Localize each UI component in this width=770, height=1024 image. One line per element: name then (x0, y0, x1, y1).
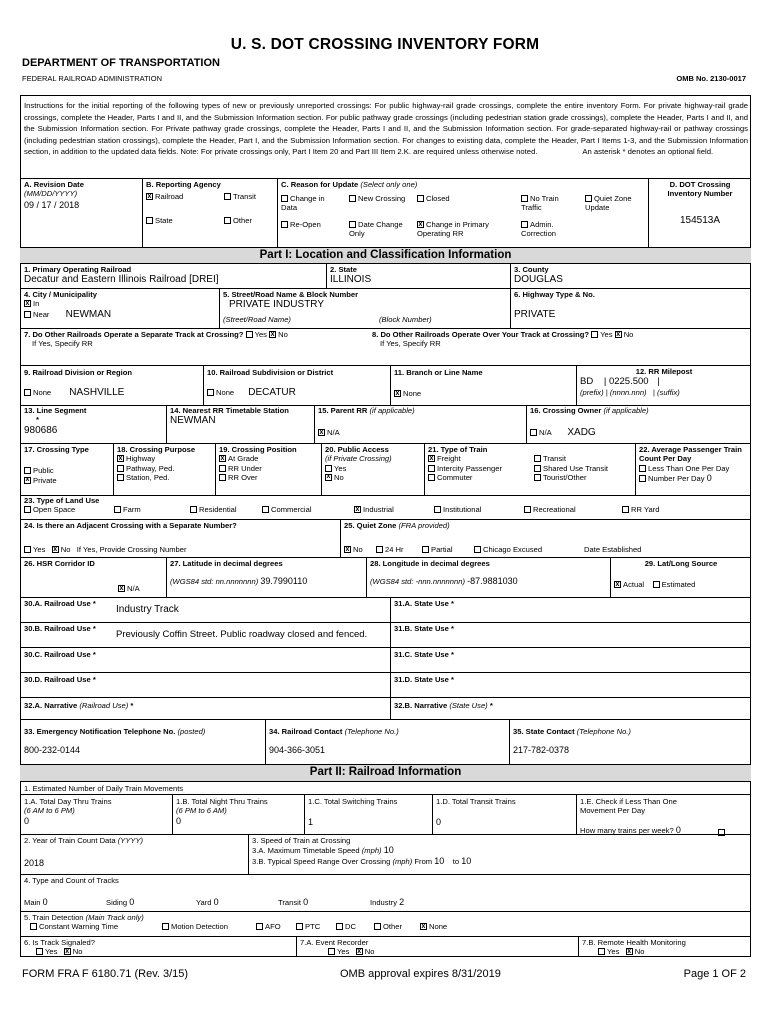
freight-checkbox[interactable] (428, 455, 435, 462)
f7-yes-checkbox[interactable] (246, 331, 253, 338)
reporting-agency-field: B. Reporting Agency xRailroad Transit State Other (146, 180, 274, 225)
public-checkbox[interactable] (24, 467, 31, 474)
transit-checkbox[interactable] (224, 193, 231, 200)
night-thru-trains-value[interactable]: 0 (176, 815, 182, 826)
rr-division-field: 9. Railroad Division or Region None NASHVILLE (24, 368, 133, 399)
qz-chicago-checkbox[interactable] (474, 546, 481, 553)
f11-none-checkbox[interactable] (394, 390, 401, 397)
new-crossing-checkbox[interactable] (349, 195, 356, 202)
less-than-one-checkbox[interactable] (639, 465, 646, 472)
track-signaled-field: 6. Is Track Signaled? Yes x No (24, 938, 294, 957)
residential-checkbox[interactable] (190, 506, 197, 513)
quiet-zone-field: 25. Quiet Zone (FRA provided) xNo 24 Hr Partial Chicago Excused Date Established (344, 521, 748, 555)
narrative-state-field: 32.B. Narrative (State Use) * (394, 701, 493, 710)
revision-month[interactable]: 09 (24, 199, 35, 210)
city-near-checkbox[interactable] (24, 311, 31, 318)
farm-checkbox[interactable] (114, 506, 121, 513)
actual-checkbox[interactable] (614, 581, 621, 588)
highway-type-value[interactable]: PRIVATE (514, 309, 556, 321)
department-name: DEPARTMENT OF TRANSPORTATION (22, 57, 220, 69)
switching-trains-value[interactable]: 1 (308, 817, 314, 828)
revision-year[interactable]: 2018 (59, 199, 80, 210)
train-count-year-value[interactable]: 2018 (24, 858, 45, 869)
ptc-checkbox[interactable] (296, 923, 303, 930)
signaled-no-checkbox[interactable] (64, 948, 71, 955)
intercity-checkbox[interactable] (428, 465, 435, 472)
state-use-d-field: 31.D. State Use * (394, 675, 454, 684)
railroad-use-d-field: 30.D. Railroad Use * (24, 675, 96, 684)
open-space-checkbox[interactable] (24, 506, 31, 513)
f8-yes-checkbox[interactable] (591, 331, 598, 338)
railroad-use-a-field: 30.A. Railroad Use * Industry Track (24, 599, 386, 616)
commercial-checkbox[interactable] (262, 506, 269, 513)
passenger-count-value[interactable]: 0 (706, 472, 712, 483)
daily-train-movements-label: 1. Estimated Number of Daily Train Movements (24, 784, 184, 793)
other-rr-separate-track-field: 7. Do Other Railroads Operate a Separate Track at Crossing? Yes x No If Yes, Specify RR (24, 330, 364, 349)
afo-checkbox[interactable] (256, 923, 263, 930)
part1-title: Part I: Location and Classification Information (20, 247, 751, 264)
yard-tracks-value[interactable]: 0 (213, 897, 219, 908)
industry-tracks-value[interactable]: 2 (399, 897, 405, 908)
state-use-a-field: 31.A. State Use * (394, 599, 454, 608)
station-checkbox[interactable] (117, 474, 124, 481)
state-contact-field: 35. State Contact (Telephone No.) 217-782-0378 (513, 727, 748, 756)
main-tracks-value[interactable]: 0 (42, 897, 48, 908)
public-access-field: 20. Public Access (if Private Crossing) Yes xNo (325, 445, 421, 482)
recorder-yes-checkbox[interactable] (328, 948, 335, 955)
crossing-type-field: 17. Crossing Type Public xPrivate (24, 445, 110, 485)
day-thru-trains-field: 1.A. Total Day Thru Trains (6 AM to 6 PM) 0 (24, 797, 170, 826)
detection-other-checkbox[interactable] (374, 923, 381, 930)
quiet-zone-update-checkbox[interactable] (585, 195, 592, 202)
narrative-rr-field: 32.A. Narrative (Railroad Use) * (24, 701, 134, 710)
city-value[interactable]: NEWMAN (65, 308, 112, 320)
state-use-b-field: 31.B. State Use * (394, 624, 454, 633)
land-use-field: 23. Type of Land Use Open Space Farm Residential Commercial x Industrial Institutional Recreational RR Yard (24, 496, 744, 515)
recreational-checkbox[interactable] (524, 506, 531, 513)
admin-correction-checkbox[interactable] (521, 221, 528, 228)
industrial-checkbox[interactable] (354, 506, 361, 513)
highway-checkbox[interactable] (117, 455, 124, 462)
milepost-prefix[interactable]: BD (580, 376, 594, 388)
estimated-checkbox[interactable] (653, 581, 660, 588)
page-number: Page 1 OF 2 (683, 968, 746, 980)
hsr-corridor-field: 26. HSR Corridor ID xN/A (24, 559, 164, 594)
omb-number: OMB No. 2130-0017 (676, 74, 746, 83)
qz-no-checkbox[interactable] (344, 546, 351, 553)
part2-title: Part II: Railroad Information (20, 764, 751, 782)
commuter-checkbox[interactable] (428, 474, 435, 481)
emergency-phone-value[interactable]: 800-232-0144 (24, 745, 81, 756)
cwt-checkbox[interactable] (30, 923, 37, 930)
parent-rr-field: 15. Parent RR (if applicable) xN/A (318, 406, 523, 438)
f20-no-checkbox[interactable] (325, 474, 332, 481)
f24-no-checkbox[interactable] (52, 546, 59, 553)
line-segment-value[interactable]: 980686 (24, 424, 58, 436)
day-thru-trains-value[interactable]: 0 (24, 815, 30, 826)
primary-railroad-field: 1. Primary Operating Railroad Decatur and Eastern Illinois Railroad [DREI] (24, 265, 219, 286)
re-open-checkbox[interactable] (281, 221, 288, 228)
switching-trains-field: 1.C. Total Switching Trains 1 (308, 797, 430, 828)
railroad-use-a-value[interactable]: Industry Track (116, 604, 179, 616)
adjacent-crossing-field: 24. Is there an Adjacent Crossing with a Separate Number? Yes x No If Yes, Provide Crossing Number (24, 521, 336, 555)
train-speed-field: 3. Speed of Train at Crossing 3.A. Maximum Timetable Speed (mph) 10 3.B. Typical Speed Range Over Crossing (mph) From 10 to 10 (252, 836, 472, 867)
change-primary-rr-checkbox[interactable] (417, 221, 424, 228)
crossing-purpose-field: 18. Crossing Purpose xHighway Pathway, Ped. Station, Ped. (117, 445, 213, 482)
city-field: 4. City / Municipality xIn Near NEWMAN (24, 290, 214, 321)
max-speed-value[interactable]: 10 (383, 845, 394, 856)
form-number: FORM FRA F 6180.71 (Rev. 3/15) (22, 968, 189, 980)
transit-train-checkbox[interactable] (534, 455, 541, 462)
rr-under-checkbox[interactable] (219, 465, 226, 472)
speed-from-value[interactable]: 10 (434, 856, 445, 867)
dot-crossing-number[interactable]: 154513A (679, 214, 721, 226)
primary-railroad-value[interactable]: Decatur and Eastern Illinois Railroad [DREI] (24, 274, 219, 286)
milepost-number[interactable]: 0225.500 (608, 376, 649, 388)
dc-checkbox[interactable] (336, 923, 343, 930)
state-field: 2. State ILLINOIS (330, 265, 372, 286)
train-detection-field: 5. Train Detection (Main Track only) Constant Warning Time Motion Detection AFO PTC DC Other x None (24, 913, 744, 932)
highway-type-field: 6. Highway Type & No. PRIVATE (514, 290, 595, 321)
railroad-checkbox[interactable] (146, 193, 153, 200)
rr-subdivision-value[interactable]: DECATUR (248, 387, 296, 399)
railroad-use-b-field: 30.B. Railroad Use * Previously Coffin Street. Public roadway closed and fenced. (24, 624, 386, 641)
rr-yard-checkbox[interactable] (622, 506, 629, 513)
rr-division-value[interactable]: NASHVILLE (69, 387, 125, 399)
type-of-train-field: 21. Type of Train xFreight Transit Intercity Passenger Shared Use Transit Commuter Tourist/Other (428, 445, 634, 482)
revision-date-field: A. Revision Date (MM/DD/YYYY) 09 / 17 / 2018 (24, 180, 84, 210)
instructions-text: Instructions for the initial reporting of the following types of new or previously unreported crossings: For public highway-rail grade crossings, complete the entire inventory Form. For private highway-rail grade crossings, complete the Header, Parts I and II, and the Submission Information section. For public pathway grade crossings (including pedestrian station grade crossings), complete the Header, Parts I and II, and the Submission Information section. For Private pathway grade crossings, complete the Header, Parts I and II, and the Submission Information section. For grade-separated highway-rail or pathway crossings (including pedestrian station crossings), complete the Header, Part I, and the Submission Information section. For changes to existing data, complete the Header, Part I Items 1-3, and the Submission Information section, in addition to the updated data fields. Note: For private crossings only, Part I Item 20 and Part III Item 2.K. are required unless otherwise noted. An asterisk * denotes an optional field. (24, 101, 748, 157)
rr-over-checkbox[interactable] (219, 474, 226, 481)
form-title: U. S. DOT CROSSING INVENTORY FORM (230, 36, 540, 53)
transit-tracks-value[interactable]: 0 (303, 897, 309, 908)
state-value[interactable]: ILLINOIS (330, 274, 372, 286)
pathway-checkbox[interactable] (117, 465, 124, 472)
trains-per-week-value[interactable]: 0 (675, 824, 681, 835)
state-use-c-field: 31.C. State Use * (394, 650, 454, 659)
city-in-checkbox[interactable] (24, 300, 31, 307)
rr-milepost-field: 12. RR Milepost BD | 0225.500 | (prefix) | (nnnn.nnn) | (suffix) (580, 367, 693, 397)
f20-yes-checkbox[interactable] (325, 465, 332, 472)
longitude-value[interactable]: -87.9881030 (467, 576, 518, 587)
railroad-use-b-value[interactable]: Previously Coffin Street. Public roadway closed and fenced. (116, 629, 368, 641)
f15-na-checkbox[interactable] (318, 429, 325, 436)
state-contact-value[interactable]: 217-782-0378 (513, 745, 570, 756)
tourist-checkbox[interactable] (534, 474, 541, 481)
qz-24hr-checkbox[interactable] (376, 546, 383, 553)
avg-passenger-train-field: 22. Average Passenger Train Count Per Day Less Than One Per Day Number Per Day 0 (639, 445, 742, 483)
number-per-day-checkbox[interactable] (639, 475, 646, 482)
dot-crossing-number-field: D. DOT Crossing Inventory Number 154513A (652, 180, 748, 227)
hsr-na-checkbox[interactable] (118, 585, 125, 592)
date-change-checkbox[interactable] (349, 221, 356, 228)
qz-partial-checkbox[interactable] (422, 546, 429, 553)
transit-trains-value[interactable]: 0 (436, 817, 442, 828)
tracks-field: 4. Type and Count of Tracks Main 0 Siding 0 Yard 0 Transit 0 Industry 2 (24, 876, 405, 908)
f24-yes-checkbox[interactable] (24, 546, 31, 553)
health-yes-checkbox[interactable] (598, 948, 605, 955)
less-than-one-movement-field: 1.E. Check if Less Than One Movement Per Day How many trains per week? 0 (580, 797, 748, 836)
signaled-yes-checkbox[interactable] (36, 948, 43, 955)
f10-none-checkbox[interactable] (207, 389, 214, 396)
latlong-source-field: 29. Lat/Long Source xActual Estimated (614, 559, 748, 590)
branch-line-field: 11. Branch or Line Name xNone (394, 368, 572, 399)
other-checkbox[interactable] (224, 217, 231, 224)
f7-no-checkbox[interactable] (269, 331, 276, 338)
timetable-station-value[interactable]: NEWMAN (170, 415, 216, 427)
emergency-phone-field: 33. Emergency Notification Telephone No. (posted) 800-232-0144 (24, 727, 262, 756)
siding-tracks-value[interactable]: 0 (129, 897, 135, 908)
crossing-owner-value[interactable]: XADG (567, 427, 596, 439)
institutional-checkbox[interactable] (434, 506, 441, 513)
change-in-data-checkbox[interactable] (281, 195, 288, 202)
shared-use-checkbox[interactable] (534, 465, 541, 472)
county-field: 3. County DOUGLAS (514, 265, 563, 286)
state-checkbox[interactable] (146, 217, 153, 224)
transit-trains-field: 1.D. Total Transit Trains 0 (436, 797, 574, 828)
at-grade-checkbox[interactable] (219, 455, 226, 462)
revision-day[interactable]: 17 (41, 199, 52, 210)
recorder-no-checkbox[interactable] (356, 948, 363, 955)
event-recorder-field: 7.A. Event Recorder Yes x No (300, 938, 576, 957)
remote-health-field: 7.B. Remote Health Monitoring Yes x No (582, 938, 748, 957)
railroad-use-c-field: 30.C. Railroad Use * (24, 650, 96, 659)
omb-expiration: OMB approval expires 8/31/2019 (340, 968, 501, 980)
other-rr-over-track-field: 8. Do Other Railroads Operate Over Your Track at Crossing? Yes x No If Yes, Specify RR (372, 330, 748, 349)
longitude-field: 28. Longitude in decimal degrees (WGS84 std: -nnn.nnnnnnn) -87.9881030 (370, 559, 518, 587)
private-checkbox[interactable] (24, 477, 31, 484)
speed-to-value[interactable]: 10 (461, 856, 472, 867)
crossing-owner-field: 16. Crossing Owner (if applicable) N/A XADG (530, 406, 649, 439)
rr-subdivision-field: 10. Railroad Subdivision or District None DECATUR (207, 368, 334, 399)
health-no-checkbox[interactable] (626, 948, 633, 955)
motion-detection-checkbox[interactable] (162, 923, 169, 930)
reason-for-update-field: C. Reason for Update (Select only one) Change in Data New Crossing Closed No Train Traffic Quiet Zone Update Re-Open Date Change Only xChange in Primary Operating RR Admin. Correction (281, 180, 646, 248)
county-value[interactable]: DOUGLAS (514, 274, 563, 286)
agency-name: FEDERAL RAILROAD ADMINISTRATION (22, 74, 163, 83)
timetable-station-field: 14. Nearest RR Timetable Station NEWMAN (170, 406, 310, 427)
street-value[interactable]: PRIVATE INDUSTRY (229, 299, 325, 311)
latitude-field: 27. Latitude in decimal degrees (WGS84 std: nn.nnnnnnn) 39.7990110 (170, 559, 308, 587)
line-segment-field: 13. Line Segment * 980686 (24, 406, 87, 436)
railroad-contact-field: 34. Railroad Contact (Telephone No.) 904-366-3051 (269, 727, 507, 756)
crossing-position-field: 19. Crossing Position xAt Grade RR Under RR Over (219, 445, 319, 482)
train-count-year-field: 2. Year of Train Count Data (YYYY) 2018 (24, 836, 244, 869)
f16-na-checkbox[interactable] (530, 429, 537, 436)
latitude-value[interactable]: 39.7990110 (260, 576, 308, 587)
no-train-traffic-checkbox[interactable] (521, 195, 528, 202)
f8-no-checkbox[interactable] (615, 331, 622, 338)
street-field: 5. Street/Road Name & Block Number PRIVATE INDUSTRY (Street/Road Name) (Block Number) (223, 290, 507, 325)
detection-none-checkbox[interactable] (420, 923, 427, 930)
railroad-contact-value[interactable]: 904-366-3051 (269, 745, 326, 756)
night-thru-trains-field: 1.B. Total Night Thru Trains (6 PM to 6 AM) 0 (176, 797, 302, 826)
closed-checkbox[interactable] (417, 195, 424, 202)
f9-none-checkbox[interactable] (24, 389, 31, 396)
